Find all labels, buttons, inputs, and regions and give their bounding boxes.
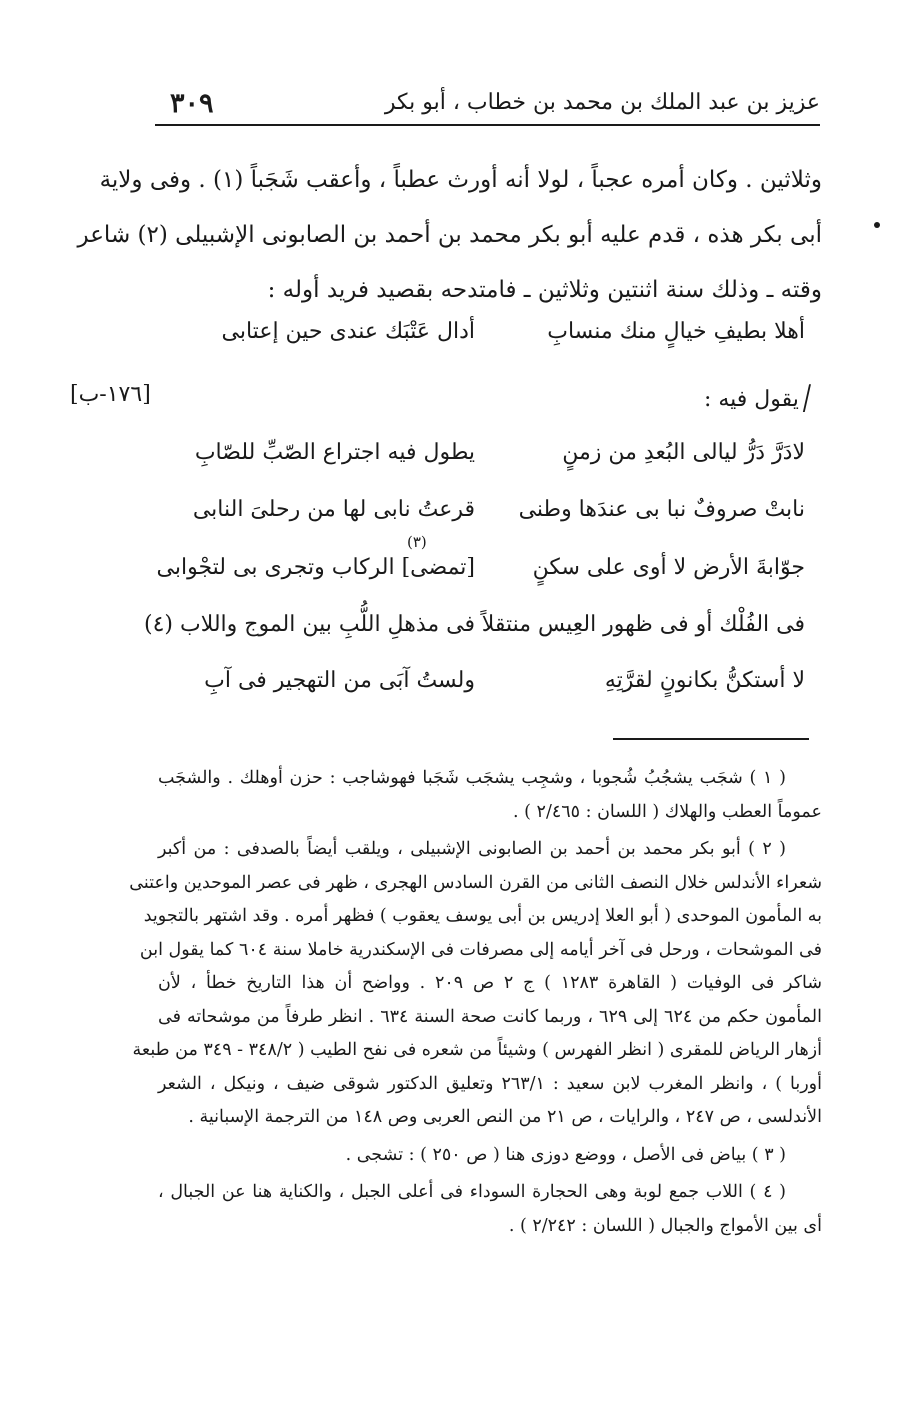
footnote — [158, 762, 822, 829]
footnote — [158, 1139, 822, 1173]
footnote-line: ( ١ ) شجَب يشجُبُ شُجوبا ، وشجِب يشجَب شَجَبا فهوشاجب : حزن أوهلك . والشجَب — [158, 768, 786, 788]
footnote-line: شاكر فى الوفيات ( القاهرة ١٢٨٣ ) ج ٢ ص ٢٠٩ . وواضح أن هذا التاريخ خطأ ، لأن — [158, 973, 823, 993]
verse-first-hemistich: لادَرَّ دَرُّ ليالى البُعدِ من زمنٍ — [562, 440, 805, 465]
footnote-line: الأندلسى ، ص ٢٤٧ ، والرايات ، ص ٢١ من النص العربى وص ١٤٨ من الترجمة الإسبانية . — [188, 1107, 822, 1127]
verse-first-hemistich: جوّابةَ الأرض لا أوى على سكنٍ — [532, 555, 805, 580]
footnote-line: عموماً العطب والهلاك ( اللسان : ٢/٤٦٥ ) . — [513, 801, 822, 822]
body-line: وقته ـ وذلك سنة اثنتين وثلاثين ـ فامتدحه بقصيد فريد أوله : — [267, 277, 822, 303]
footnote-line: أى بين الأمواج والجبال ( اللسان : ٢/٢٤٢ ) . — [508, 1215, 822, 1236]
footnote — [129, 833, 823, 1135]
footnote-line: أوربا ) ، وانظر المغرب لابن سعيد : ٢٦٣/١ وتعليق الدكتور شوقى ضيف ، ونيكل ، الشعر — [158, 1073, 822, 1094]
verse-second-hemistich: فى مذهلِ اللُّبِ بين الموج واللاب (٤) — [144, 612, 475, 637]
footnote-line: فى الموشحات ، ورحل فى آخر أيامه إلى مصرفات فى الإسكندرية خاملا سنة ٦٠٤ كما يقول ابن — [139, 939, 822, 960]
verse-second-hemistich: ولستُ آبَى من التهجير فى آبِ — [204, 668, 475, 693]
footnote-line: ( ٢ ) أبو بكر محمد بن أحمد بن الصابونى الإشبيلى ، ويلقب أيضاً بالصدفى : من أكبر — [158, 839, 787, 859]
running-title: عزيز بن عبد الملك بن محمد بن خطاب ، أبو بكر — [384, 90, 820, 115]
header-rule — [155, 124, 820, 126]
verse-second-hemistich: [تمضى] الركاب وتجرى بى لتجْوابى — [156, 555, 475, 580]
marginal-slash-mark: / — [802, 378, 811, 418]
verse-second-hemistich: يطول فيه اجتراع الصّبِّ للصّابِ — [194, 440, 475, 465]
footnotes — [129, 762, 823, 1243]
footnote-separator — [613, 738, 809, 740]
body-paragraph — [77, 153, 822, 318]
footnote-marker: (٣) — [407, 533, 427, 551]
verse-first-hemistich: أهلا بطيفِ خيالٍ منك منسابِ — [547, 319, 805, 344]
footnote-line: شعراء الأندلس خلال النصف الثانى من القرن السادس الهجرى ، ظهر فى عصر الموحدين واعتنى — [129, 872, 822, 893]
body-line: أبى بكر هذه ، قدم عليه أبو بكر محمد بن أحمد بن الصابونى الإشبيلى (٢) شاعر — [77, 222, 822, 248]
verse-line — [175, 668, 805, 718]
footnote-line: أزهار الرياض للمقرى ( انظر الفهرس ) وشيئاً من شعره فى نفح الطيب ( ٣٤٨/٢ - ٣٤٩ من طبعة — [132, 1040, 822, 1060]
saying-label — [703, 378, 811, 418]
page-number: ٣٠٩ — [170, 88, 214, 119]
verse-line-opening — [175, 319, 805, 369]
verse-first-hemistich: فى الفُلْك أو فى ظهور العِيس منتقلاً — [481, 612, 805, 637]
verse-line — [175, 440, 805, 490]
page-header — [155, 84, 820, 130]
margin-dot — [874, 222, 880, 228]
verse-second-hemistich: أدال عَتْبَك عندى حين إعتابى — [221, 319, 475, 344]
verse-line — [156, 555, 805, 605]
footnote-line: المأمون حكم من ٦٢٤ إلى ٦٢٩ ، وربما كانت صحة السنة ٦٣٤ . انظر طرفاً من موشحاته فى — [158, 1006, 822, 1027]
footnote — [158, 1176, 822, 1243]
verse-line — [175, 497, 805, 547]
manuscript-folio-reference: [١٧٦-ب] — [70, 382, 151, 407]
verse-second-hemistich: قرعتُ نابى لها من رحلىَ النابى — [192, 497, 475, 522]
saying-text: يقول فيه : — [703, 387, 799, 412]
footnote-line: به المأمون الموحدى ( أبو العلا إدريس بن أبى يوسف يعقوب ) فظهر أمره . وقد اشتهر بالتجويد — [143, 906, 822, 926]
verse-line — [144, 612, 805, 662]
verse-first-hemistich: نابتْ صروفٌ نبا بى عندَها وطنى — [518, 497, 805, 522]
footnote-line: ( ٣ ) بياض فى الأصل ، ووضع دوزى هنا ( ص ٢٥٠ ) : تشجى . — [345, 1144, 786, 1165]
body-line: وثلاثين . وكان أمره عجباً ، لولا أنه أورث عطباً ، وأعقب شَجَباً (١) . وفى ولاية — [99, 167, 822, 193]
verse-first-hemistich: لا أستكنُّ بكانونٍ لقرَّتِهِ — [604, 668, 805, 693]
footnote-line: ( ٤ ) اللاب جمع لوبة وهى الحجارة السوداء فى أعلى الجبل ، والكناية هنا عن الجبال ، — [158, 1182, 786, 1202]
